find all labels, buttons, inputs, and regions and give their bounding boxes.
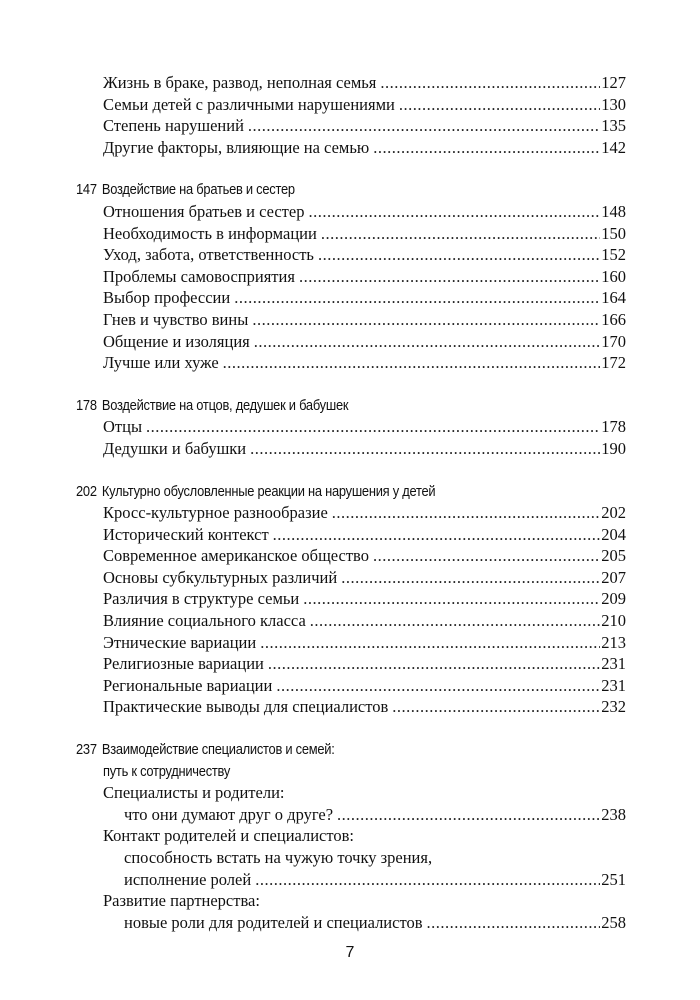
- chapter-heading: [76, 481, 549, 503]
- dot-leader: [146, 416, 600, 438]
- dot-leader: [303, 588, 600, 610]
- toc-entry-page: 238: [601, 804, 626, 824]
- toc-entry-title: Этнические вариации: [103, 632, 257, 652]
- toc-entry: [76, 223, 626, 245]
- toc-entry-page: 150: [601, 223, 626, 243]
- dot-leader: [276, 675, 600, 697]
- dot-leader: [310, 610, 600, 632]
- toc-entry-title: Отцы: [103, 417, 143, 437]
- toc-entry-page: 232: [601, 697, 626, 717]
- toc-entry: [76, 869, 626, 891]
- chapter-title: Воздействие на братьев и сестер: [101, 181, 295, 199]
- toc-entry-title: Основы субкультурных различий: [103, 567, 338, 587]
- toc-entry-page: 213: [601, 632, 626, 652]
- dot-leader: [380, 72, 600, 94]
- toc-entry-title: Необходимость в информации: [103, 223, 317, 243]
- toc-entry: [76, 912, 626, 934]
- section-heading: Развитие партнерства:: [103, 891, 260, 911]
- dot-leader: [254, 331, 600, 353]
- intro-entries: [76, 72, 626, 158]
- toc-entry: [76, 438, 626, 460]
- toc-entry-title: Современное американское общество: [103, 546, 369, 566]
- toc-entry-page: 142: [601, 137, 626, 157]
- toc-entry: [76, 137, 626, 159]
- chapter-heading: [76, 739, 549, 761]
- toc-entry: [76, 588, 626, 610]
- toc-entry-page: 135: [601, 116, 626, 136]
- toc-entry: [76, 567, 626, 589]
- toc-entry: [76, 94, 626, 116]
- section-gap: [76, 374, 626, 395]
- toc-entry: [76, 352, 626, 374]
- toc-entry-title: Уход, забота, ответственность: [103, 245, 314, 265]
- toc-entry-page: 205: [601, 546, 626, 566]
- toc-entry: [76, 331, 626, 353]
- dot-leader: [234, 287, 600, 309]
- dot-leader: [252, 309, 600, 331]
- toc-entry-page: 127: [601, 73, 626, 92]
- dot-leader: [373, 137, 600, 159]
- toc-entry-title: Степень нарушений: [103, 116, 244, 136]
- toc-entry-title: Отношения братьев и сестер: [103, 201, 305, 221]
- dot-leader: [255, 869, 600, 891]
- toc-entry: [76, 266, 626, 288]
- toc-entry-title: Влияние социального класса: [103, 611, 306, 631]
- section-gap: [76, 158, 626, 179]
- toc-entry-title: Религиозные вариации: [103, 654, 264, 674]
- toc-entry: [76, 524, 626, 546]
- chapter-block: [76, 739, 626, 933]
- dot-leader: [308, 201, 600, 223]
- section-gap: [76, 460, 626, 481]
- dot-leader: [273, 524, 601, 546]
- table-of-contents: [76, 72, 626, 933]
- toc-entry-page: 170: [601, 331, 626, 351]
- chapter-heading: [76, 395, 549, 417]
- toc-entry-title: Дедушки и бабушки: [103, 438, 247, 458]
- toc-entry-page: 166: [601, 309, 626, 329]
- toc-entry-title: Выбор профессии: [103, 288, 231, 308]
- toc-entry: [76, 653, 626, 675]
- dot-leader: [373, 545, 600, 567]
- dot-leader: [341, 567, 600, 589]
- dot-leader: [318, 244, 600, 266]
- toc-entry: [76, 287, 626, 309]
- toc-entry-title: Региональные вариации: [103, 675, 273, 695]
- chapter-title: Воздействие на отцов, дедушек и бабушек: [101, 396, 349, 414]
- chapter-block: [76, 395, 626, 460]
- toc-entry: [76, 545, 626, 567]
- toc-entry-title: Проблемы самовосприятия: [103, 266, 295, 286]
- toc-entry-page: 172: [601, 353, 626, 373]
- dot-leader: [250, 438, 600, 460]
- toc-entry-title: Различия в структуре семьи: [103, 589, 300, 609]
- section-gap: [76, 718, 626, 739]
- toc-entry-title: что они думают друг о друге?: [124, 804, 334, 824]
- dot-leader: [260, 632, 600, 654]
- chapter-start-page: 178: [76, 396, 97, 414]
- toc-entry: [76, 72, 626, 94]
- toc-entry-page: 210: [601, 611, 626, 631]
- toc-entry: [76, 696, 626, 718]
- toc-entry-title: Гнев и чувство вины: [103, 309, 249, 329]
- chapter-title-line-2: путь к сотрудничеству: [103, 762, 231, 780]
- chapter-title: Взаимодействие специалистов и семей:: [101, 741, 335, 759]
- toc-entry: [76, 632, 626, 654]
- chapter-heading: [76, 179, 549, 201]
- toc-entry-page: 207: [601, 567, 626, 587]
- dot-leader: [299, 266, 600, 288]
- dot-leader: [321, 223, 600, 245]
- toc-entry-page: 130: [601, 94, 626, 114]
- toc-entry-page: 202: [601, 503, 626, 523]
- toc-entry-page: 251: [601, 869, 626, 889]
- toc-entry-page: 231: [601, 654, 626, 674]
- section-heading: Контакт родителей и специалистов:: [103, 826, 354, 846]
- toc-entry-title: Жизнь в браке, развод, неполная семья: [103, 73, 377, 92]
- toc-entry: [76, 115, 626, 137]
- chapter-start-page: 147: [76, 181, 97, 199]
- dot-leader: [248, 115, 600, 137]
- toc-entry-title: Семьи детей с различными нарушениями: [103, 94, 395, 114]
- chapter-start-page: 202: [76, 482, 97, 500]
- chapter-block: [76, 481, 626, 719]
- page-number: 7: [345, 944, 355, 961]
- toc-entry: [76, 675, 626, 697]
- toc-entry-page: 148: [601, 201, 626, 221]
- toc-entry: [76, 502, 626, 524]
- toc-entry: [76, 416, 626, 438]
- toc-entry-title: исполнение ролей: [124, 869, 252, 889]
- toc-entry: [76, 244, 626, 266]
- toc-entry-page: 190: [601, 438, 626, 458]
- toc-entry-page: 164: [601, 288, 626, 308]
- toc-entry-page: 209: [601, 589, 626, 609]
- chapter-start-page: 237: [76, 741, 97, 759]
- toc-entry-title: Лучше или хуже: [103, 353, 219, 373]
- dot-leader: [427, 912, 601, 934]
- toc-entry: [76, 610, 626, 632]
- chapter-block: [76, 179, 626, 373]
- toc-entry: [76, 201, 626, 223]
- toc-entry-title: Исторический контекст: [103, 524, 269, 544]
- dot-leader: [392, 696, 600, 718]
- chapter-title-continuation: [76, 761, 626, 783]
- toc-entry-page: 231: [601, 675, 626, 695]
- chapter-title: Культурно обусловленные реакции на нарушения у детей: [101, 482, 436, 500]
- dot-leader: [332, 502, 600, 524]
- toc-entry-page: 204: [601, 524, 626, 544]
- toc-entry-page: 178: [601, 417, 626, 437]
- section-heading: Специалисты и родители:: [103, 783, 285, 803]
- toc-entry-page: 258: [601, 912, 626, 932]
- toc-entry-title: Практические выводы для специалистов: [103, 697, 389, 717]
- dot-leader: [223, 352, 601, 374]
- toc-entry: [76, 804, 626, 826]
- toc-entry-title: новые роли для родителей и специалистов: [124, 912, 423, 932]
- toc-entry-title: Другие факторы, влияющие на семью: [103, 137, 370, 157]
- dot-leader: [399, 94, 600, 116]
- section-subline: способность встать на чужую точку зрения,: [124, 848, 433, 867]
- dot-leader: [337, 804, 600, 826]
- toc-entry-page: 152: [601, 245, 626, 265]
- toc-entry-page: 160: [601, 266, 626, 286]
- toc-entry-title: Кросс-культурное разнообразие: [103, 503, 328, 523]
- toc-entry: [76, 309, 626, 331]
- toc-entry-title: Общение и изоляция: [103, 331, 250, 351]
- dot-leader: [268, 653, 600, 675]
